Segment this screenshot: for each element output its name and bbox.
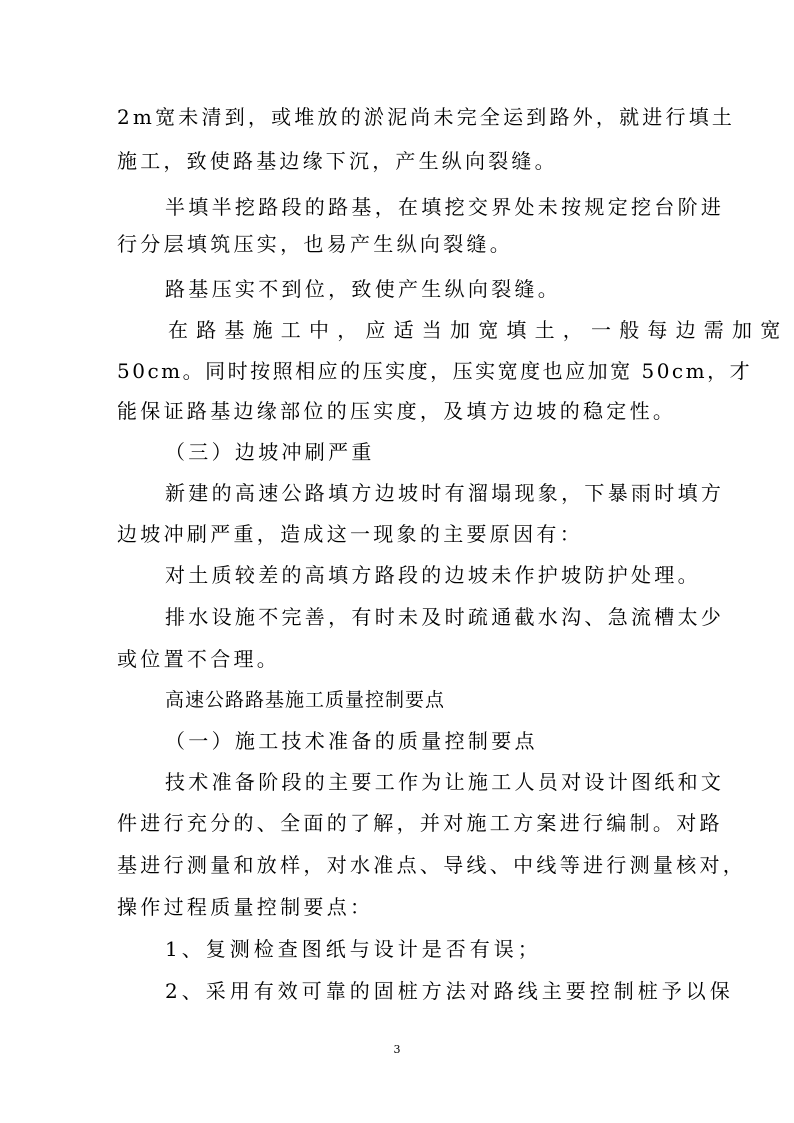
text-line: 2m宽未清到，或堆放的淤泥尚未完全运到路外，就进行填土 — [117, 105, 736, 129]
list-item: 1、复测检查图纸与设计是否有误； — [165, 937, 542, 961]
list-item: 2、采用有效可靠的固桩方法对路线主要控制桩予以保 — [165, 979, 734, 1003]
text-line: 新建的高速公路填方边坡时有溜塌现象，下暴雨时填方 — [165, 481, 725, 505]
text-line: 施工，致使路基边缘下沉，产生纵向裂缝。 — [117, 149, 558, 173]
text-line: 在路基施工中，应适当加宽填土，一般每边需加宽 — [168, 318, 789, 342]
text-line: 或位置不合理。 — [117, 647, 281, 671]
page-number: 3 — [393, 1043, 401, 1056]
text-line: 能保证路基边缘部位的压实度，及填方边坡的稳定性。 — [117, 399, 677, 423]
text-line: 对土质较差的高填方路段的边坡未作护坡防护处理。 — [165, 563, 701, 587]
text-line: 基进行测量和放样，对水准点、导线、中线等进行测量核对， — [117, 853, 747, 877]
section-heading: （一）施工技术准备的质量控制要点 — [165, 729, 538, 753]
text-line: 50cm。同时按照相应的压实度，压实宽度也应加宽 50cm，才 — [117, 359, 753, 383]
text-line: 边坡冲刷严重，造成这一现象的主要原因有： — [117, 522, 583, 546]
text-line: 技术准备阶段的主要工作为让施工人员对设计图纸和文 — [165, 770, 725, 794]
section-heading: 高速公路路基施工质量控制要点 — [165, 689, 446, 711]
text-line: 路基压实不到位，致使产生纵向裂缝。 — [165, 277, 562, 301]
text-line: 排水设施不完善，有时未及时疏通截水沟、急流槽太少 — [165, 605, 725, 629]
text-line: 件进行充分的、全面的了解，并对施工方案进行编制。对路 — [117, 811, 723, 835]
text-line: 行分层填筑压实，也易产生纵向裂缝。 — [117, 232, 514, 256]
text-line: 半填半挖路段的路基，在填挖交界处未按规定挖台阶进 — [165, 195, 725, 219]
section-heading: （三）边坡冲刷严重 — [165, 440, 375, 464]
text-line: 操作过程质量控制要点： — [117, 895, 374, 919]
